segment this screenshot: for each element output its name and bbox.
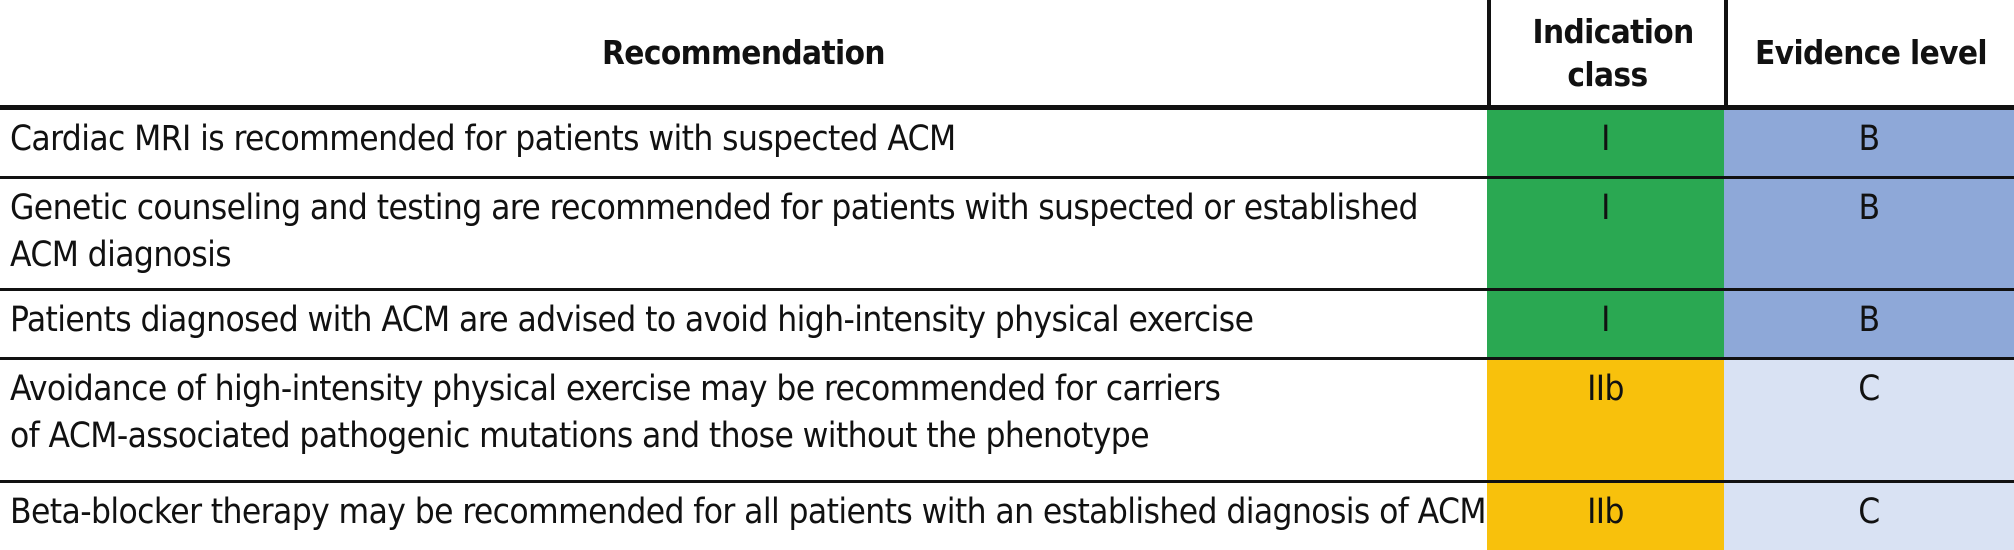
table-row-2-class: I: [1487, 179, 1724, 291]
table-row-1-recommendation: [0, 110, 1487, 179]
recommendation-text: Cardiac MRI is recommended for patients with suspected ACM: [10, 119, 956, 159]
table-row-1-class: I: [1487, 110, 1724, 179]
table-row-4-class: IIb: [1487, 360, 1724, 483]
table-row-3-level: B: [1724, 291, 2014, 360]
recommendation-text: Avoidance of high-intensity physical exercise may be recommended for carriers: [10, 369, 1221, 409]
table-row-5-recommendation: [0, 483, 1487, 550]
table-row-2-recommendation: [0, 179, 1487, 291]
table-row-1-level: B: [1724, 110, 2014, 179]
header-evidence-level-label: Evidence level: [1755, 33, 1987, 72]
recommendation-text: ACM diagnosis: [10, 235, 232, 275]
header-indication-class: [1487, 0, 1724, 110]
table-row-3-recommendation: [0, 291, 1487, 360]
recommendation-text: of ACM-associated pathogenic mutations and those without the phenotype: [10, 416, 1149, 456]
table-row-3-class: I: [1487, 291, 1724, 360]
header-indication-class-label: Indication class: [1532, 11, 1694, 94]
table-row-4-level: C: [1724, 360, 2014, 483]
header-recommendation-label: Recommendation: [602, 33, 885, 72]
recommendation-text: Beta-blocker therapy may be recommended for all patients with an established diagnosis of ACM: [10, 492, 1486, 532]
table-row-2-level: B: [1724, 179, 2014, 291]
table-row-5-class: IIb: [1487, 483, 1724, 550]
table-row-4-recommendation: [0, 360, 1487, 483]
recommendation-text: Patients diagnosed with ACM are advised to avoid high-intensity physical exercise: [10, 300, 1254, 340]
recommendation-text: Genetic counseling and testing are recommended for patients with suspected or established: [10, 188, 1418, 228]
header-recommendation: [0, 0, 1487, 110]
table-row-5-level: C: [1724, 483, 2014, 550]
header-evidence-level: [1724, 0, 2014, 110]
